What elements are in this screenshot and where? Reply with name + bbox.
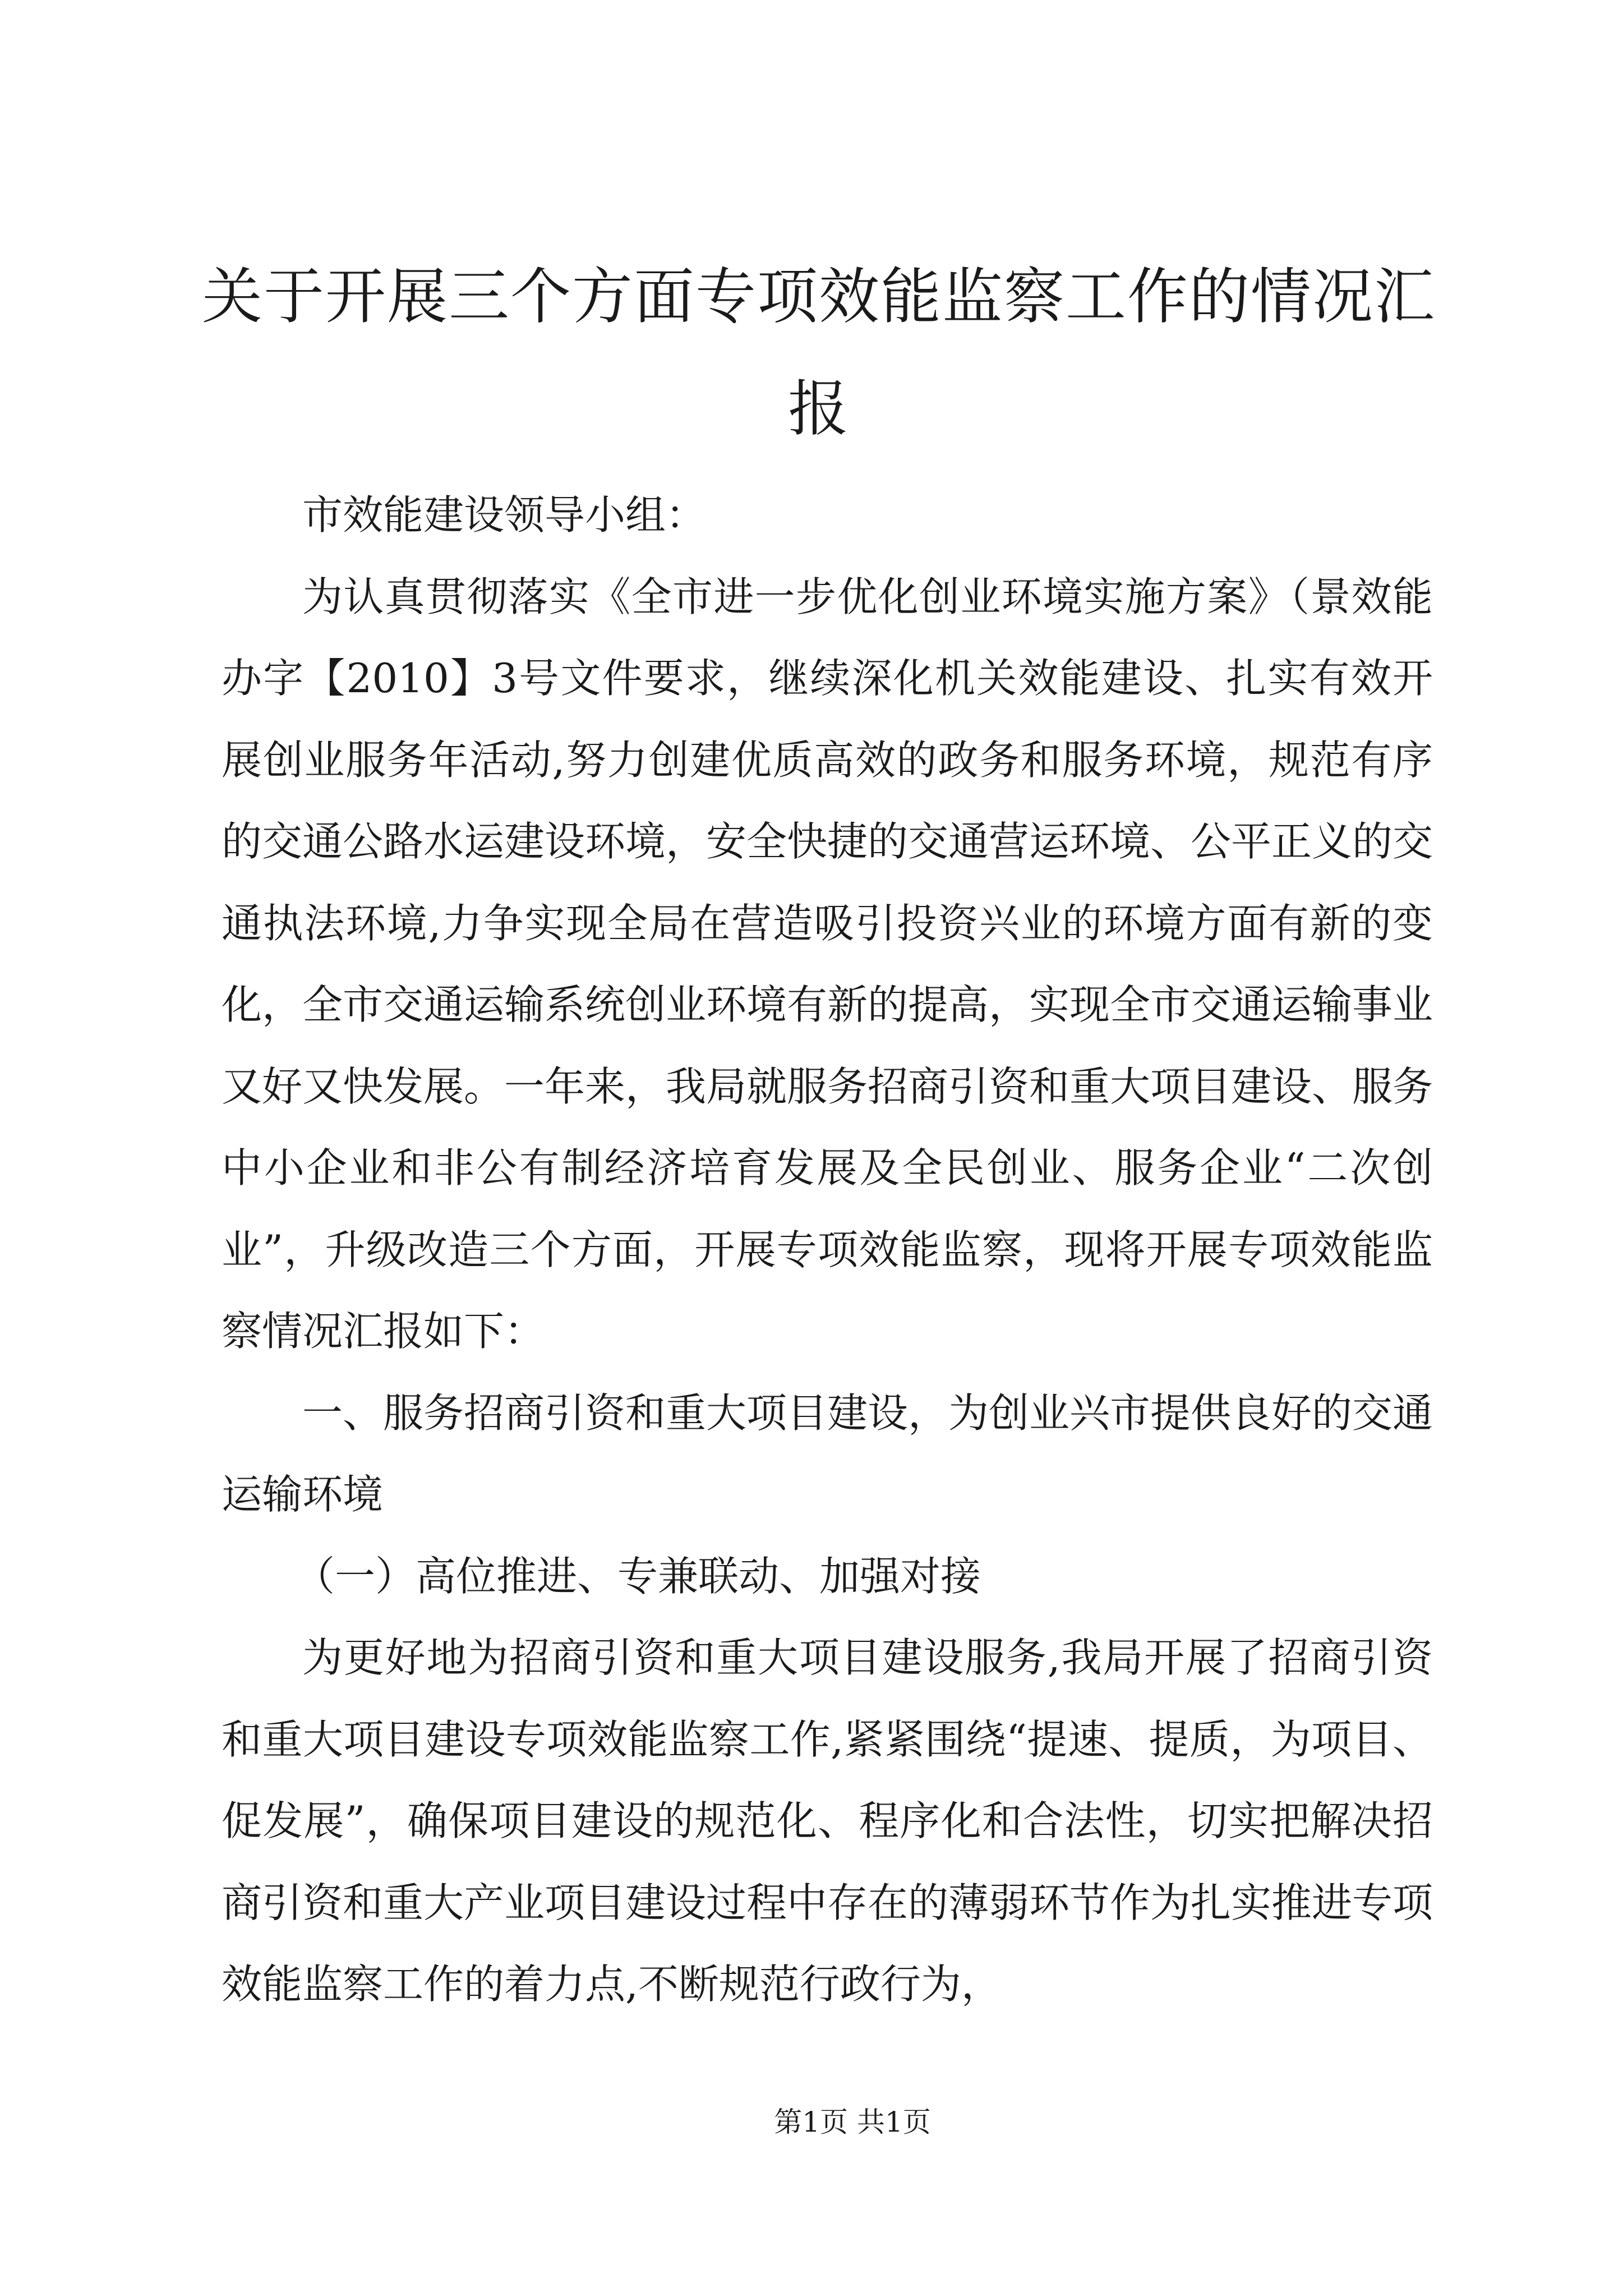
subsection-heading-1: （一）高位推进、专兼联动、加强对接 [294, 1552, 981, 1600]
section-heading-1: 一、服务招商引资和重大项目建设，为创业兴市提供良好的交通运输环境 [222, 1389, 1433, 1518]
salutation: 市效能建设领导小组： [302, 491, 707, 539]
document-title: 关于开展三个方面专项效能监察工作的情况汇报 [202, 262, 1436, 444]
paragraph-body-2: 为更好地为招商引资和重大项目建设服务,我局开展了招商引资和重大项目建设专项效能监察工作,紧紧围绕“提速、提质，为项目、促发展”，确保项目建设的规范化、程序化和合法性，切实把解决招商引资和重大产业项目建设过程中存在的薄弱环节作为扎实推进专项效能监察工作的着力点,不断规范行政行为， [222, 1634, 1433, 2008]
paragraph-intro: 为认真贯彻落实《全市进一步优化创业环境实施方案》（景效能办字【2010】3号文件要求，继续深化机关效能建设、扎实有效开展创业服务年活动,努力创建优质高效的政务和服务环境，规范有序的交通公路水运建设环境，安全快捷的交通营运环境、公平正义的交通执法环境,力争实现全局在营造吸引投资兴业的环境方面有新的变化，全市交通运输系统创业环境有新的提高，实现全市交通运输事业又好又快发展。一年来，我局就服务招商引资和重大项目建设、服务中小企业和非公有制经济培育发展及全民创业、服务企业“二次创业”，升级改造三个方面，开展专项效能监察，现将开展专项效能监察情况汇报如下： [222, 573, 1433, 1355]
page-footer: 第1页 共1页 [774, 2106, 931, 2138]
document-body [222, 475, 1433, 2026]
